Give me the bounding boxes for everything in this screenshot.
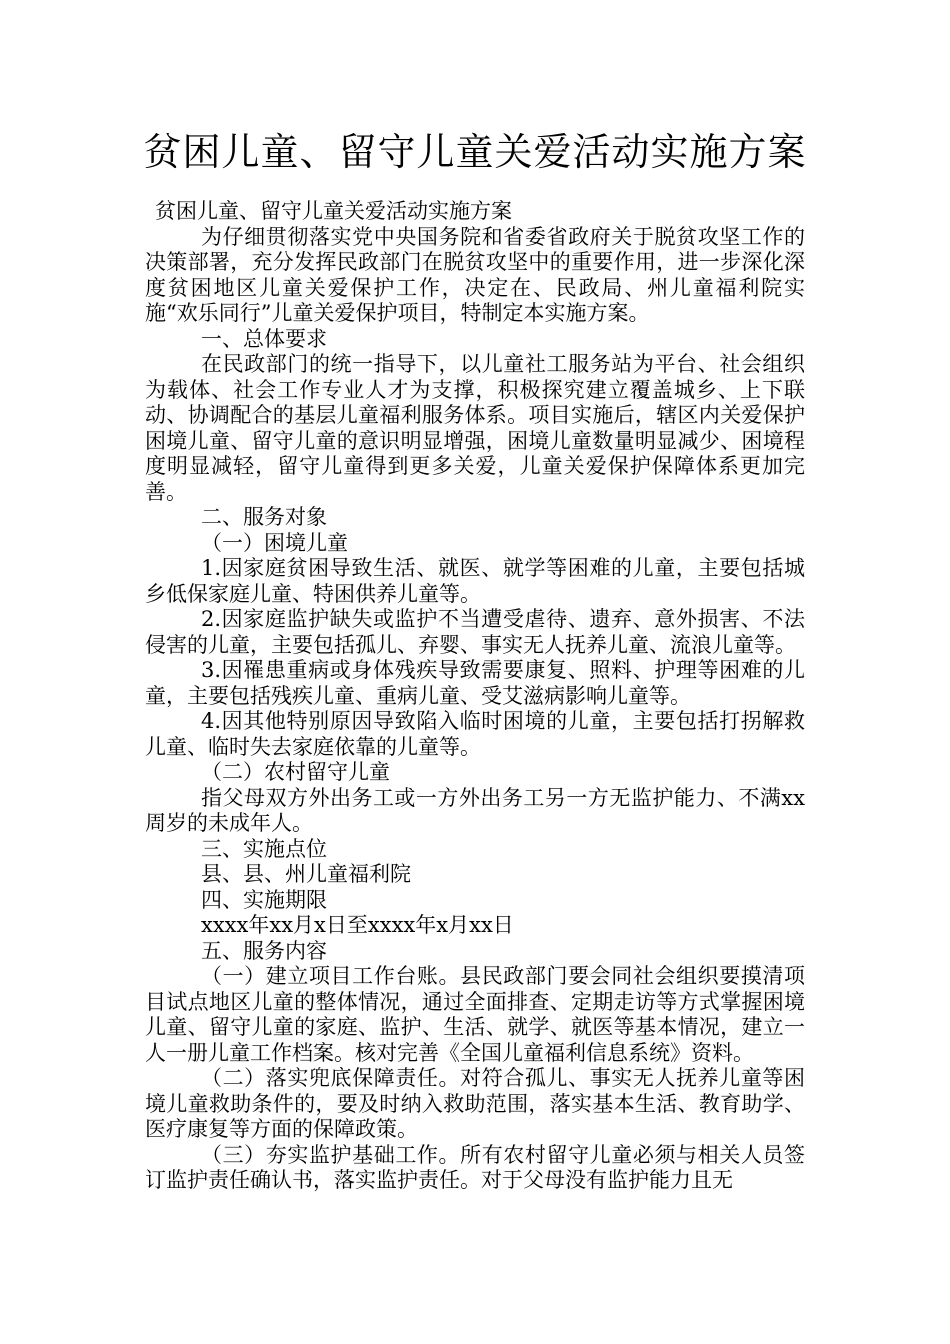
- paragraph-service-content-3: （三）夯实监护基础工作。所有农村留守儿童必须与相关人员签订监护责任确认书，落实监护责任。对于父母没有监护能力且无: [145, 1142, 805, 1192]
- paragraph-intro: 为仔细贯彻落实党中央国务院和省委省政府关于脱贫攻坚工作的决策部署，充分发挥民政部门在脱贫攻坚中的重要作用，进一步深化深度贫困地区儿童关爱保护工作，决定在、民政局、州儿童福利院实施“欢乐同行”儿童关爱保护项目，特制定本实施方案。: [145, 224, 805, 325]
- heading-service-content: 五、服务内容: [201, 938, 327, 963]
- paragraph-service-content-1: （一）建立项目工作台账。县民政部门要会同社会组织要摸清项目试点地区儿童的整体情况，通过全面排查、定期走访等方式掌握困境儿童、留守儿童的家庭、监护、生活、就学、就医等基本情况，建立一人一册儿童工作档案。核对完善《全国儿童福利信息系统》资料。: [145, 964, 805, 1065]
- subheading-children-in-difficulty: （一）困境儿童: [201, 530, 348, 555]
- paragraph-implementation-sites: 县、县、州儿童福利院: [201, 862, 411, 886]
- list-item-4: 4.因其他特别原因导致陷入临时困境的儿童，主要包括打拐解救儿童、临时失去家庭依靠的儿童等。: [145, 709, 805, 759]
- heading-implementation-period: 四、实施期限: [201, 887, 327, 912]
- list-item-1: 1.因家庭贫困导致生活、就医、就学等困难的儿童，主要包括城乡低保家庭儿童、特困供养儿童等。: [145, 556, 805, 606]
- paragraph-service-content-2: （二）落实兜底保障责任。对符合孤儿、事实无人抚养儿童等困境儿童救助条件的，要及时纳入救助范围，落实基本生活、教育助学、医疗康复等方面的保障政策。: [145, 1066, 805, 1141]
- document-body: [145, 199, 805, 1194]
- paragraph-implementation-period: xxxx年xx月x日至xxxx年x月xx日: [201, 913, 514, 937]
- heading-general-requirements: 一、总体要求: [201, 326, 327, 351]
- paragraph-general-requirements: 在民政部门的统一指导下，以儿童社工服务站为平台、社会组织为载体、社会工作专业人才为支撑，积极探究建立覆盖城乡、上下联动、协调配合的基层儿童福利服务体系。项目实施后，辖区内关爱保护困境儿童、留守儿童的意识明显增强，困境儿童数量明显减少、困境程度明显减轻，留守儿童得到更多关爱，儿童关爱保护保障体系更加完善。: [145, 352, 805, 504]
- document-title: 贫困儿童、留守儿童关爱活动实施方案: [143, 130, 807, 174]
- heading-implementation-sites: 三、实施点位: [201, 836, 327, 861]
- subheading-left-behind-children: （二）农村留守儿童: [201, 760, 390, 784]
- paragraph-subtitle: 贫困儿童、留守儿童关爱活动实施方案: [155, 199, 512, 223]
- list-item-2: 2.因家庭监护缺失或监护不当遭受虐待、遗弃、意外损害、不法侵害的儿童，主要包括孤儿、弃婴、事实无人抚养儿童、流浪儿童等。: [145, 607, 805, 657]
- paragraph-left-behind-definition: 指父母双方外出务工或一方外出务工另一方无监护能力、不满xx周岁的未成年人。: [145, 785, 805, 835]
- heading-service-targets: 二、服务对象: [201, 505, 327, 529]
- list-item-3: 3.因罹患重病或身体残疾导致需要康复、照料、护理等困难的儿童，主要包括残疾儿童、重病儿童、受艾滋病影响儿童等。: [145, 658, 805, 708]
